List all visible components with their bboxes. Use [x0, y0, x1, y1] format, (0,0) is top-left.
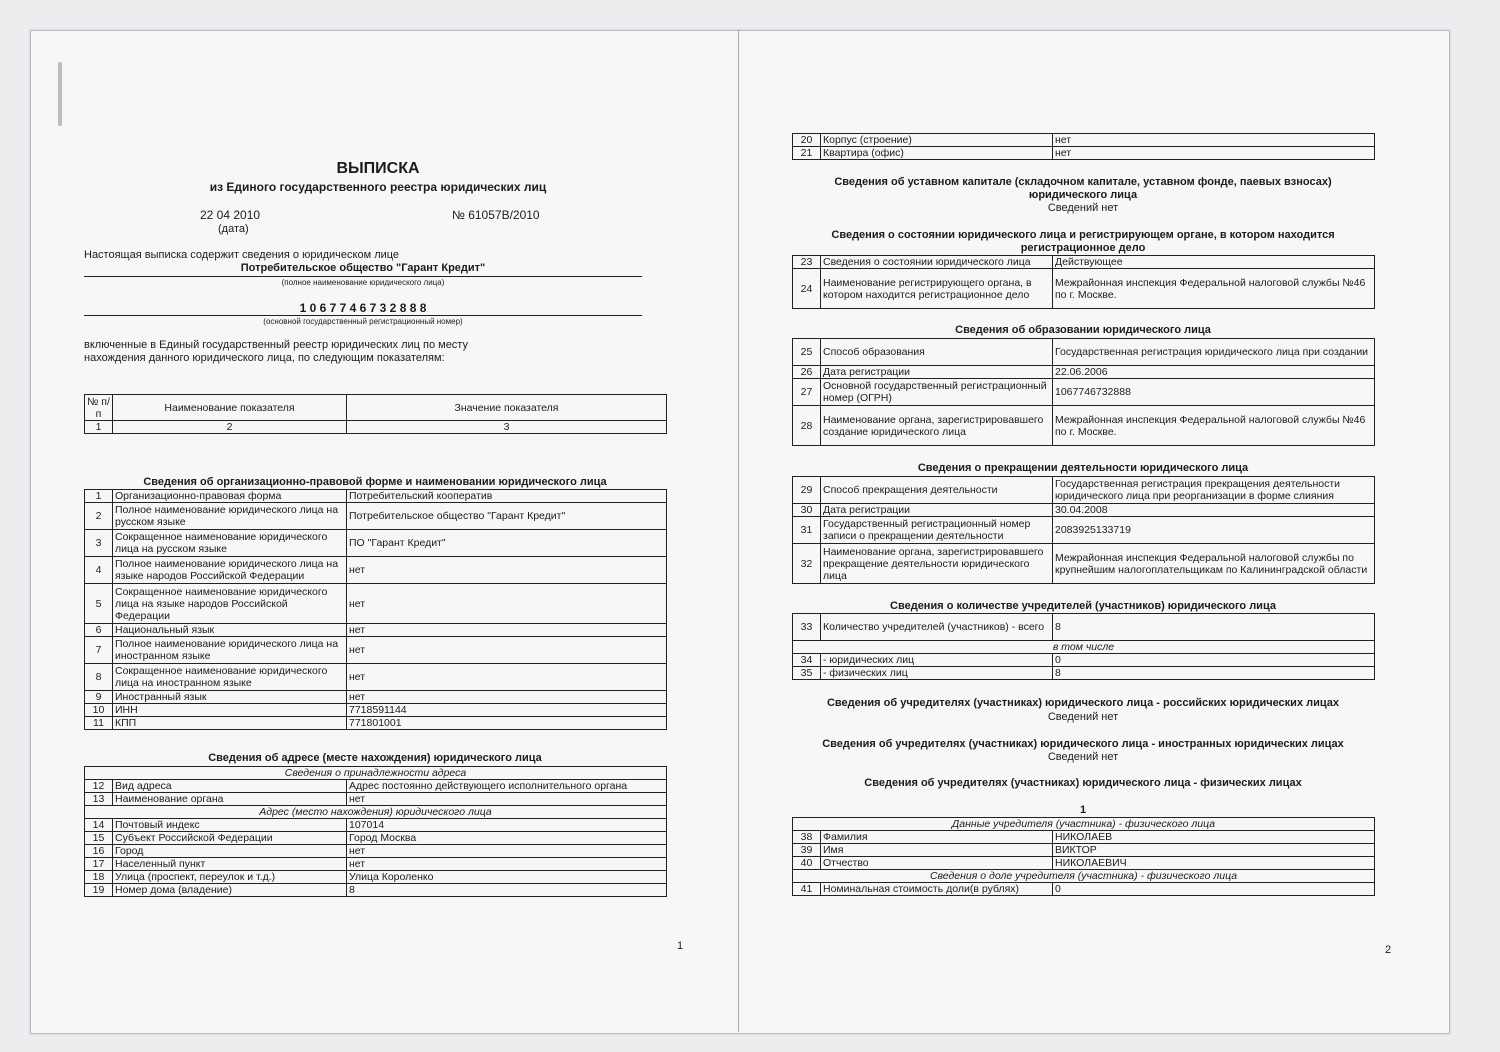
row-value: нет: [347, 691, 667, 704]
row-number: 35: [793, 667, 821, 680]
row-name: Сокращенное наименование юридического лица на русском языке: [113, 530, 347, 557]
section-founders-count-title: Сведения о количестве учредителей (участников) юридического лица: [890, 600, 1276, 612]
table-subheader: в том числе: [793, 641, 1375, 654]
individual-founder-index: 1: [1079, 804, 1087, 816]
row-value: Город Москва: [347, 832, 667, 845]
table-subheader-row: [793, 641, 1375, 654]
row-name: Улица (проспект, переулок и т.д.): [113, 871, 347, 884]
extract-date: 22 04 2010: [200, 208, 261, 222]
row-value: нет: [347, 664, 667, 691]
org-name-caption: (полное наименование юридического лица): [281, 278, 445, 287]
founders-count-table: [792, 613, 1375, 680]
row-number: 23: [793, 256, 821, 269]
section-formation-title: Сведения об образовании юридического лица: [955, 324, 1211, 336]
row-number: 14: [85, 819, 113, 832]
row-value: 107014: [347, 819, 667, 832]
table-row: [85, 793, 667, 806]
foreign-legal-founders-no-data: Сведений нет: [1047, 751, 1119, 763]
row-number: 8: [85, 664, 113, 691]
row-number: 29: [793, 477, 821, 504]
row-name: Наименование регистрирующего органа, в котором находится регистрационное дело: [821, 269, 1053, 309]
row-number: 40: [793, 857, 821, 870]
row-number: 15: [85, 832, 113, 845]
row-value: нет: [347, 637, 667, 664]
table-row: [85, 637, 667, 664]
row-name: Организационно-правовая форма: [113, 490, 347, 503]
row-number: 9: [85, 691, 113, 704]
table-subheader-row: [85, 806, 667, 819]
row-number: 32: [793, 544, 821, 584]
row-value: 22.06.2006: [1053, 366, 1375, 379]
row-value: Государственная регистрация юридического лица при создании: [1053, 339, 1375, 366]
row-number: 27: [793, 379, 821, 406]
individual-founder-table: [792, 817, 1375, 896]
row-number: 17: [85, 858, 113, 871]
intro-text: Настоящая выписка содержит сведения о юридическом лице: [84, 249, 400, 261]
organization-name: Потребительское общество "Гарант Кредит": [240, 262, 486, 274]
row-number: 7: [85, 637, 113, 664]
row-value: Государственная регистрация прекращения деятельности юридического лица при реорганизации в форме слияния: [1053, 477, 1375, 504]
table-row: [85, 858, 667, 871]
row-value: нет: [347, 557, 667, 584]
header-index-1: 1: [85, 421, 113, 434]
table-row: [85, 584, 667, 624]
row-name: Наименование органа: [113, 793, 347, 806]
row-number: 26: [793, 366, 821, 379]
header-index-2: 2: [113, 421, 347, 434]
row-number: 38: [793, 831, 821, 844]
table-row: [793, 857, 1375, 870]
row-name: - юридических лиц: [821, 654, 1053, 667]
capital-no-data: Сведений нет: [1047, 202, 1119, 214]
row-number: 41: [793, 883, 821, 896]
row-value: 0: [1053, 883, 1375, 896]
table-row: [793, 379, 1375, 406]
row-name: Основной государственный регистрационный номер (ОГРН): [821, 379, 1053, 406]
row-name: Полное наименование юридического лица на языке народов Российской Федерации: [113, 557, 347, 584]
address-table: [84, 766, 667, 897]
row-name: Город: [113, 845, 347, 858]
row-value: нет: [1053, 147, 1375, 160]
row-name: Квартира (офис): [821, 147, 1053, 160]
ogrn-number: 1 0 6 7 7 4 6 7 3 2 8 8 8: [299, 301, 427, 315]
table-row: [85, 490, 667, 503]
row-number: 4: [85, 557, 113, 584]
table-row: [85, 503, 667, 530]
table-row: [793, 517, 1375, 544]
ru-legal-founders-no-data: Сведений нет: [1047, 711, 1119, 723]
row-number: 11: [85, 717, 113, 730]
table-subheader: Данные учредителя (участника) - физического лица: [793, 818, 1375, 831]
table-row: [793, 339, 1375, 366]
row-number: 6: [85, 624, 113, 637]
row-value: Межрайонная инспекция Федеральной налоговой службы №46 по г. Москве.: [1053, 269, 1375, 309]
row-number: 24: [793, 269, 821, 309]
row-number: 16: [85, 845, 113, 858]
table-row: [85, 664, 667, 691]
legal-form-table: [84, 489, 667, 730]
row-value: нет: [347, 584, 667, 624]
section-ru-legal-founders-title: Сведения об учредителях (участниках) юридического лица - российских юридических лицах: [826, 697, 1339, 709]
table-row: [85, 717, 667, 730]
row-value: Улица Короленко: [347, 871, 667, 884]
row-value: 771801001: [347, 717, 667, 730]
table-row: [85, 832, 667, 845]
row-value: 2083925133719: [1053, 517, 1375, 544]
row-number: 19: [85, 884, 113, 897]
row-name: Населенный пункт: [113, 858, 347, 871]
staple-mark: [58, 62, 62, 126]
row-value: нет: [347, 793, 667, 806]
table-row: [793, 883, 1375, 896]
row-number: 5: [85, 584, 113, 624]
table-row: [85, 819, 667, 832]
table-row: [793, 831, 1375, 844]
row-name: Полное наименование юридического лица на иностранном языке: [113, 637, 347, 664]
page-number-1: 1: [677, 940, 684, 952]
row-name: Субъект Российской Федерации: [113, 832, 347, 845]
table-row: [793, 256, 1375, 269]
row-name: Сокращенное наименование юридического лица на языке народов Российской Федерации: [113, 584, 347, 624]
row-name: ИНН: [113, 704, 347, 717]
row-value: нет: [347, 858, 667, 871]
table-subheader-row: [85, 767, 667, 780]
table-subheader-row: [793, 818, 1375, 831]
row-number: 18: [85, 871, 113, 884]
row-number: 13: [85, 793, 113, 806]
row-value: Межрайонная инспекция Федеральной налоговой службы по крупнейшим налогоплательщикам по Калининградской области: [1053, 544, 1375, 584]
state-table: [792, 255, 1375, 309]
row-name: Почтовый индекс: [113, 819, 347, 832]
page-fold-line: [738, 30, 739, 1032]
included-text-line1: включенные в Единый государственный реестр юридических лиц по месту: [84, 339, 468, 351]
row-name: Количество учредителей (участников) - всего: [821, 614, 1053, 641]
row-number: 28: [793, 406, 821, 446]
row-value: Потребительский кооператив: [347, 490, 667, 503]
row-number: 33: [793, 614, 821, 641]
row-number: 10: [85, 704, 113, 717]
table-row: [793, 654, 1375, 667]
row-number: 30: [793, 504, 821, 517]
row-name: Дата регистрации: [821, 504, 1053, 517]
row-number: 20: [793, 134, 821, 147]
row-value: 1067746732888: [1053, 379, 1375, 406]
header-col-number: № п/п: [85, 395, 113, 421]
row-value: НИКОЛАЕВИЧ: [1053, 857, 1375, 870]
row-number: 31: [793, 517, 821, 544]
row-name: КПП: [113, 717, 347, 730]
row-value: 8: [347, 884, 667, 897]
table-subheader: Сведения о доле учредителя (участника) - физического лица: [793, 870, 1375, 883]
table-subheader: Сведения о принадлежности адреса: [85, 767, 667, 780]
row-value: Потребительское общество "Гарант Кредит": [347, 503, 667, 530]
extract-subtitle: из Единого государственного реестра юридических лиц: [209, 180, 547, 194]
row-value: НИКОЛАЕВ: [1053, 831, 1375, 844]
header-index-3: 3: [347, 421, 667, 434]
table-row: [85, 780, 667, 793]
extract-number: № 61057В/2010: [452, 208, 540, 222]
included-text-line2: нахождения данного юридического лица, по следующим показателям:: [84, 352, 445, 364]
row-name: Вид адреса: [113, 780, 347, 793]
table-row: [85, 691, 667, 704]
table-row: [793, 147, 1375, 160]
row-number: 2: [85, 503, 113, 530]
row-value: нет: [347, 624, 667, 637]
table-row: [793, 134, 1375, 147]
row-value: 30.04.2008: [1053, 504, 1375, 517]
row-name: - физических лиц: [821, 667, 1053, 680]
table-row: [793, 504, 1375, 517]
header-table: [84, 394, 667, 434]
row-number: 39: [793, 844, 821, 857]
row-name: Номер дома (владение): [113, 884, 347, 897]
row-value: 8: [1053, 667, 1375, 680]
section-address-title: Сведения об адресе (месте нахождения) юридического лица: [208, 752, 542, 764]
row-name: Номинальная стоимость доли(в рублях): [821, 883, 1053, 896]
section-capital-title-2: юридического лица: [1028, 189, 1138, 201]
row-value: ВИКТОР: [1053, 844, 1375, 857]
termination-table: [792, 476, 1375, 584]
row-value: Действующее: [1053, 256, 1375, 269]
row-name: Имя: [821, 844, 1053, 857]
section-capital-title-1: Сведения об уставном капитале (складочном капитале, уставном фонде, паевых взносах): [834, 176, 1332, 188]
row-name: Корпус (строение): [821, 134, 1053, 147]
table-row: [793, 844, 1375, 857]
row-name: Национальный язык: [113, 624, 347, 637]
section-individual-founders-title: Сведения об учредителях (участниках) юридического лица - физических лицах: [864, 777, 1302, 789]
table-subheader: Адрес (место нахождения) юридического лица: [85, 806, 667, 819]
section-state-title-2: регистрационное дело: [1020, 242, 1146, 254]
table-row: [85, 845, 667, 858]
row-name: Полное наименование юридического лица на русском языке: [113, 503, 347, 530]
table-row: [85, 530, 667, 557]
extract-title: ВЫПИСКА: [336, 160, 420, 177]
row-name: Способ образования: [821, 339, 1053, 366]
table-row: [85, 557, 667, 584]
org-name-underline: [84, 276, 642, 277]
table-row: [85, 871, 667, 884]
table-row: [793, 544, 1375, 584]
row-value: Адрес постоянно действующего исполнительного органа: [347, 780, 667, 793]
section-state-title-1: Сведения о состоянии юридического лица и регистрирующем органе, в котором находится: [831, 229, 1335, 241]
row-name: Иностранный язык: [113, 691, 347, 704]
table-row: [793, 667, 1375, 680]
row-name: Фамилия: [821, 831, 1053, 844]
row-value: нет: [347, 845, 667, 858]
row-value: ПО "Гарант Кредит": [347, 530, 667, 557]
table-subheader-row: [793, 870, 1375, 883]
table-row: [85, 624, 667, 637]
row-name: Способ прекращения деятельности: [821, 477, 1053, 504]
row-name: Наименование органа, зарегистрировавшего создание юридического лица: [821, 406, 1053, 446]
table-row: [793, 614, 1375, 641]
row-number: 21: [793, 147, 821, 160]
row-value: нет: [1053, 134, 1375, 147]
table-row: [793, 366, 1375, 379]
section-legal-form-title: Сведения об организационно-правовой форме и наименовании юридического лица: [143, 476, 607, 488]
header-col-value: Значение показателя: [347, 395, 667, 421]
table-row: [85, 704, 667, 717]
formation-table: [792, 338, 1375, 446]
row-value: 8: [1053, 614, 1375, 641]
table-row: [85, 884, 667, 897]
row-number: 3: [85, 530, 113, 557]
row-number: 12: [85, 780, 113, 793]
row-name: Сведения о состоянии юридического лица: [821, 256, 1053, 269]
row-name: Наименование органа, зарегистрировавшего прекращение деятельности юридического лица: [821, 544, 1053, 584]
header-col-name: Наименование показателя: [113, 395, 347, 421]
row-name: Дата регистрации: [821, 366, 1053, 379]
page-number-2: 2: [1385, 944, 1392, 956]
row-number: 25: [793, 339, 821, 366]
table-row: [793, 406, 1375, 446]
section-foreign-legal-founders-title: Сведения об учредителях (участниках) юридического лица - иностранных юридических лицах: [822, 738, 1344, 750]
extract-date-label: (дата): [218, 223, 249, 235]
row-value: 0: [1053, 654, 1375, 667]
ogrn-caption: (основной государственный регистрационный номер): [263, 317, 463, 326]
row-name: Государственный регистрационный номер записи о прекращении деятельности: [821, 517, 1053, 544]
section-termination-title: Сведения о прекращении деятельности юридического лица: [917, 462, 1249, 474]
table-row: [793, 269, 1375, 309]
row-name: Отчество: [821, 857, 1053, 870]
row-value: Межрайонная инспекция Федеральной налоговой службы №46 по г. Москве.: [1053, 406, 1375, 446]
ogrn-underline: [84, 315, 642, 316]
table-row: [793, 477, 1375, 504]
row-number: 34: [793, 654, 821, 667]
row-name: Сокращенное наименование юридического лица на иностранном языке: [113, 664, 347, 691]
row-number: 1: [85, 490, 113, 503]
row-value: 7718591144: [347, 704, 667, 717]
building-office-table: [792, 133, 1375, 160]
